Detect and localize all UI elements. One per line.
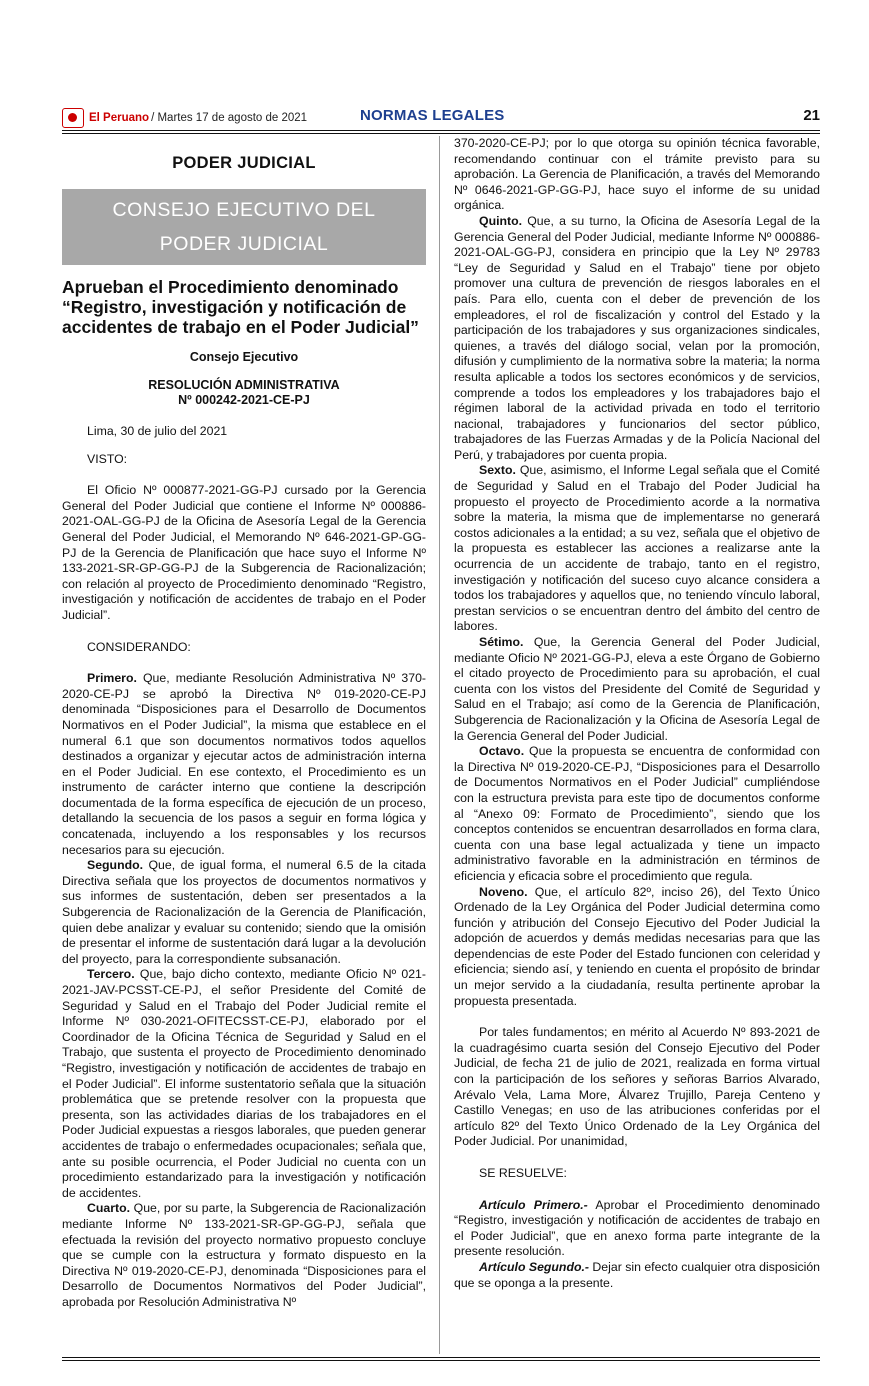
paragraph-primero [62,671,426,858]
paragraph-text: Que, a su turno, la Oficina de Asesoría Legal de la Gerencia General del Poder Judicial, mediante Informe Nº 000886-2021-OAL-GG-PJ, considera en principio que la Ley Nº 29783 “Ley de Seguridad y Salud en el Trabajo” tiene por objeto promover una cultura de prevención de riesgos laborales en el país. Para ello, cuenta con el deber de prevención de los empleadores, el rol de fiscalización y control del Estado y la participación de los trabajadores y sus organizaciones sindicales, quienes, a través del diálogo social, velan por la promoción, difusión y cumplimiento de la normativa sobre la materia; la norma resulta aplicable a todos los sectores económicos y de servicios, comprende a todos los empleadores y los trabajadores bajo el régimen laboral de la actividad privada en todo el territorio nacional, trabajadores y funcionarios del sector público, trabajadores de las Fuerzas Armadas y de la Policía Nacional del Perú, y trabajadores por cuenta propia. [454,213,820,462]
visto-paragraph: El Oficio Nº 000877-2021-GG-PJ cursado por la Gerencia General del Poder Judicial que contiene el Informe Nº 000886-2021-OAL-GG-PJ de la Oficina de Asesoría Legal de la Gerencia General del Poder Judicial, el Memorando Nº 646-2021-GP-GG-PJ de la Gerencia de Planificación que hace suyo el Informe Nº 133-2021-SR-GP-GG-PJ de la Subgerencia de Racionalización; con relación al proyecto de Procedimiento denominado “Registro, investigación y notificación de accidentes de trabajo en el Poder Judicial”. [62,483,426,622]
paragraph-octavo [454,744,820,884]
section-title: NORMAS LEGALES [360,107,505,124]
paragraph-text: Que, mediante Resolución Administrativa Nº 370-2020-CE-PJ se aprobó la Directiva Nº 019-2020-CE-PJ denominada “Disposiciones para el Desarrollo de Documentos Normativos en el Poder Judicial”, la misma que establece en el numeral 6.1 que son documentos normativos todos aquellos destinados a organizar y ejecutar actos de administración interna en el Poder Judicial. En ese contexto, el Procedimiento es un instrumento de carácter interno que contiene la descripción documentada de la forma específica de ejecución de un proceso, detallando la secuencia de los pasos a seguir en forma lógica y concatenada, incluyendo a los responsables y los recursos necesarios para su ejecución. [62,671,426,857]
article-segundo [454,1260,820,1291]
paragraph-tercero [62,967,426,1201]
resolution-number [62,378,426,408]
masthead [62,108,307,128]
visto-heading: VISTO: [87,451,128,466]
place-date: Lima, 30 de julio del 2021 [87,424,228,438]
article-lead: Artículo Segundo.- [479,1259,589,1274]
paragraph-lead: Primero. [87,671,137,686]
resolution-line-1: RESOLUCIÓN ADMINISTRATIVA [148,378,340,392]
resuelve-heading: SE RESUELVE: [479,1166,567,1180]
resolution-line-2: Nº 000242-2021-CE-PJ [178,393,310,407]
document-title: Aprueban el Procedimiento denominado “Registro, investigación y notificación de accidentes de trabajo en el Poder Judicial” [62,277,419,337]
paragraph-text: Que, asimismo, el Informe Legal señala que el Comité de Seguridad y Salud en el Trabajo del Poder Judicial ha propuesto el proyecto de Procedimiento acorde a la normativa sobre la materia, la misma que de implementarse no generará costos adicionales a la entidad; a su vez, señala que el objetivo de la propuesta es establecer las acciones a realizarse ante la ocurrencia de un accidente de trabajo, tanto en el registro, investigación y notificación del suceso cuyo alcance considera a todos los trabajadores y aquellos que, no teniendo vínculo laboral, prestan servicios o se encuentran dentro del ámbito del centro de labores. [454,463,820,634]
right-column [454,136,820,1291]
paragraph-text: Que la propuesta se encuentra de conformidad con la Directiva Nº 019-2020-CE-PJ, “Disposiciones para el Desarrollo de Documentos Normativos en el Poder Judicial” cumpliéndose con la estructura prevista para este tipo de documentos conforme al “Anexo 09: Formato de Procedimiento”, siendo que los conceptos contenidos se encuentran desarrollados en forma clara, cuenta con una base legal actualizada y tiene un impacto administrativo favorable en la administración en términos de eficiencia y eficacia sobre el procedimiento que regula. [454,744,820,883]
banner-line-1: CONSEJO EJECUTIVO DEL [112,199,376,221]
paragraph-lead: Sexto. [479,463,516,478]
article-lead: Artículo Primero.- [479,1197,588,1212]
paragraph-lead: Tercero. [87,967,135,982]
paragraph-lead: Octavo. [479,744,525,759]
issue-date: / Martes 17 de agosto de 2021 [151,112,308,124]
paragraph-text: Que, por su parte, la Subgerencia de Racionalización mediante Informe Nº 133-2021-SR-GP-GG-PJ, señala que efectuada la revisión del proyecto normativo propuesto concluye que se cumple con la estructura y formato dispuesto en la Directiva Nº 019-2020-CE-PJ, denominada “Disposiciones para el Desarrollo de Documentos Normativos del Poder Judicial”, aprobada por Resolución Administrativa Nº [62,1201,426,1309]
paragraph-lead: Noveno. [479,884,528,899]
page-number: 21 [803,107,820,124]
article-text: Aprobar el Procedimiento denominado “Registro, investigación y notificación de accidentes de trabajo en el Poder Judicial”, que en anexo forma parte integrante de la presente resolución. [454,1197,820,1259]
left-column [62,150,426,1310]
paragraph-segundo [62,858,426,967]
section-banner [62,189,426,265]
newspaper-name: El Peruano [89,112,150,124]
paragraph-sexto [454,463,820,635]
paragraph-lead: Segundo. [87,858,144,873]
paragraph-lead: Cuarto. [87,1201,131,1216]
continued-paragraph: 370-2020-CE-PJ; por lo que otorga su opinión técnica favorable, recomendando continuar con el trámite previsto para su aprobación. La Gerencia de Planificación, a través del Memorando Nº 0646-2021-GP-GG-PJ, hace suyo el informe de su unidad orgánica. [454,136,820,213]
paragraph-text: Que, de igual forma, el numeral 6.5 de la citada Directiva señala que los proyectos de documentos normativos y sus informes de sustentación, deben ser presentados a la Subgerencia de Racionalización de la Gerencia de Planificación, quien debe analizar y evaluar su contenido; siendo que la omisión de presentar el informe de sustentación dará lugar a la devolución del proyecto, para la correspondiente subsanación. [62,858,426,966]
banner-line-2: PODER JUDICIAL [159,233,329,255]
paragraph-setimo [454,635,820,744]
coat-of-arms-icon [62,108,84,128]
paragraph-text: Que, bajo dicho contexto, mediante Oficio Nº 021-2021-JAV-PCSST-CE-PJ, el señor Presidente del Comité de Seguridad y Salud en el Trabajo del Poder Judicial remite el Informe Nº 030-2021-OFITECSST-CE-PJ, elaborado por el Coordinador de la Oficina Técnica de Seguridad y Salud en el Trabajo, que sustenta el proyecto de Procedimiento denominado “Registro, investigación y notificación de accidentes de trabajo en el Poder Judicial”. El informe sustentatorio señala que la situación problemática que se pretende resolver con la propuesta que presenta, son las actividades diarias de los trabajadores en el Poder Judicial expuestas a riesgos laborales, que pueden generar accidentes de trabajo o enfermedades ocupacionales; señala que, ante su posible ocurrencia, el Poder Judicial no cuenta con un procedimiento estandarizado para la investigación y notificación de accidentes. [62,967,426,1200]
considerando-heading: CONSIDERANDO: [87,639,191,654]
paragraph-noveno [454,885,820,1010]
header-rule [62,130,820,134]
article-primero [454,1198,820,1260]
issuer: Consejo Ejecutivo [189,350,299,364]
institution-heading: PODER JUDICIAL [172,154,316,172]
column-divider [439,136,440,1354]
page-header [62,106,820,128]
paragraph-text: Que, el artículo 82º, inciso 26), del Texto Único Ordenado de la Ley Orgánica del Poder Judicial determina como función y atribución del Consejo Ejecutivo del Poder Judicial la adopción de acuerdos y demás medidas necesarias para que las dependencias de este Poder del Estado funcionen con celeridad y eficiencia; siendo así, y teniendo en cuenta el propósito de brindar un mejor servido a la ciudadanía, resulta pertinente aprobar la propuesta presentada. [454,884,820,1008]
paragraph-lead: Quinto. [479,213,523,228]
paragraph-cuarto [62,1201,426,1310]
paragraph-quinto [454,214,820,464]
article-text: Dejar sin efecto cualquier otra disposición que se oponga a la presente. [454,1259,821,1290]
fundamentos-paragraph: Por tales fundamentos; en mérito al Acuerdo Nº 893-2021 de la cuadragésimo cuarta sesión del Consejo Ejecutivo del Poder Judicial, de fecha 21 de julio de 2021, realizada en forma virtual con la participación de los señores y señoras Barrios Alvarado, Arévalo Vela, Lama More, Álvarez Trujillo, Pareja Centeno y Castillo Venegas; en uso de las atribuciones conferidas por el artículo 82º del Texto Único Ordenado de la Ley Orgánica del Poder Judicial. Por unanimidad, [454,1025,820,1149]
paragraph-text: Que, la Gerencia General del Poder Judicial, mediante Oficio Nº 2021-GG-PJ, eleva a este Órgano de Gobierno el citado proyecto de Procedimiento para su aprobación, el cual cuenta con los vistos del Presidente del Comité de Seguridad y Salud en el Trabajo; así como de la Gerencia de Planificación, Subgerencia de Racionalización y la Oficina de Asesoría Legal de la Gerencia General del Poder Judicial. [454,635,820,743]
footer-rule [62,1357,820,1361]
paragraph-lead: Sétimo. [479,635,524,649]
